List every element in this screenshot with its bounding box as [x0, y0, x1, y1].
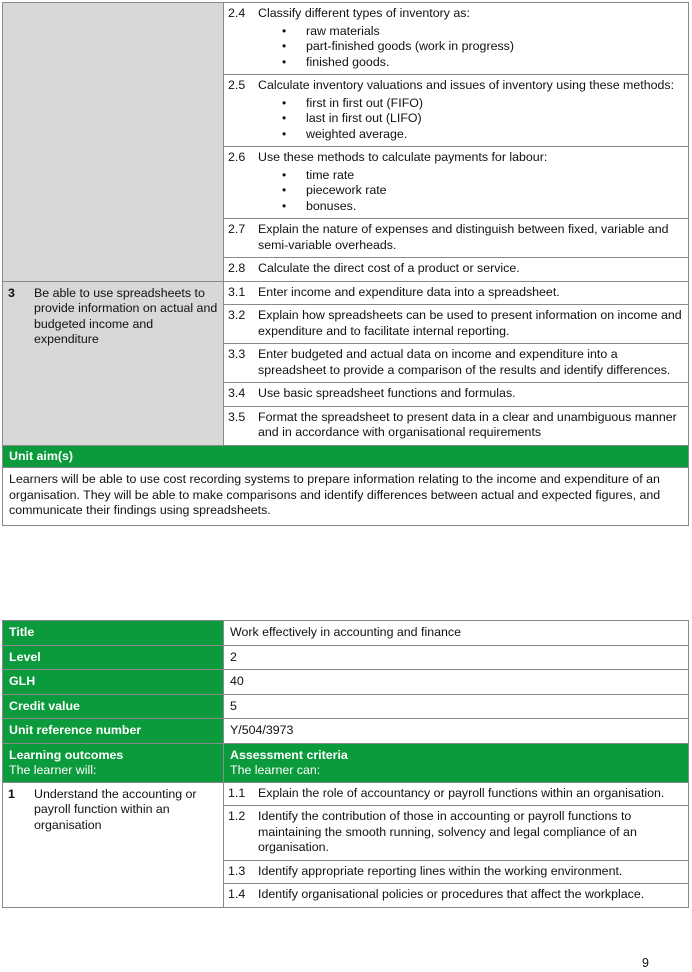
criterion-1-3: 1.3 Identify appropriate reporting lines within the working environment. [224, 860, 689, 884]
table-row [3, 782, 689, 806]
outcome-cell-empty [3, 3, 224, 282]
criterion-3-1: 3.1 Enter income and expenditure data into a spreadsheet. [224, 281, 689, 305]
criteria-table-continued [2, 2, 689, 526]
table-row [3, 3, 689, 75]
table-row [3, 694, 689, 719]
glh-label: GLH [3, 670, 224, 695]
learning-outcome-1: 1 Understand the accounting or payroll function within an organisation [3, 782, 224, 907]
list-item: • first in first out (FIFO) [258, 96, 684, 112]
criterion-1-1: 1.1 Explain the role of accountancy or payroll functions within an organisation. [224, 782, 689, 806]
table-row [3, 281, 689, 305]
page-number: 9 [642, 956, 649, 970]
learning-outcome-3: 3 Be able to use spreadsheets to provide information on actual and budgeted income and expenditure [3, 281, 224, 445]
list-item: • piecework rate [258, 183, 684, 199]
criterion-3-2: 3.2 Explain how spreadsheets can be used to present information on income and expenditure and to facilitate internal reporting. [224, 305, 689, 344]
criterion-3-3: 3.3 Enter budgeted and actual data on income and expenditure into a spreadsheet to provide a comparison of the results and identify differences. [224, 344, 689, 383]
unit-reference-label: Unit reference number [3, 719, 224, 744]
bullet-list [258, 24, 684, 71]
table-row [3, 743, 689, 782]
criterion-2-6: 2.6 Use these methods to calculate payments for labour: • time rate • piecework rate • bonuses. [224, 147, 689, 219]
assessment-criteria-header: Assessment criteria The learner can: [224, 743, 689, 782]
criterion-2-8: 2.8 Calculate the direct cost of a product or service. [224, 258, 689, 282]
criterion-3-5: 3.5 Format the spreadsheet to present data in a clear and unambiguous manner and in accordance with organisational requirements [224, 406, 689, 445]
list-item: • time rate [258, 168, 684, 184]
unit-details-table [2, 620, 689, 908]
table-row [3, 645, 689, 670]
unit-aims-header: Unit aim(s) [3, 445, 689, 468]
list-item: • finished goods. [258, 55, 684, 71]
unit-aims-text: Learners will be able to use cost recording systems to prepare information relating to the income and expenditure of an organisation. They will be able to make comparisons and identify differences between actual and expected figures, and communicate their findings using spreadsheets. [3, 468, 689, 526]
glh-value: 40 [224, 670, 689, 695]
table-row [3, 621, 689, 646]
table-row [3, 719, 689, 744]
criterion-1-2: 1.2 Identify the contribution of those in accounting or payroll functions to maintaining the smooth running, solvency and legal compliance of an organisation. [224, 806, 689, 861]
criterion-1-4: 1.4 Identify organisational policies or procedures that affect the workplace. [224, 884, 689, 908]
title-label: Title [3, 621, 224, 646]
criterion-3-4: 3.4 Use basic spreadsheet functions and formulas. [224, 383, 689, 407]
table-row [3, 445, 689, 468]
learning-outcomes-header: Learning outcomes The learner will: [3, 743, 224, 782]
list-item: • last in first out (LIFO) [258, 111, 684, 127]
list-item: • raw materials [258, 24, 684, 40]
list-item: • part-finished goods (work in progress) [258, 39, 684, 55]
table-row [3, 468, 689, 526]
criterion-2-5: 2.5 Calculate inventory valuations and issues of inventory using these methods: • first in first out (FIFO) • last in first out (LIFO) • weighted average. [224, 75, 689, 147]
level-label: Level [3, 645, 224, 670]
unit-reference-value: Y/504/3973 [224, 719, 689, 744]
criterion-2-7: 2.7 Explain the nature of expenses and distinguish between fixed, variable and semi-variable overheads. [224, 219, 689, 258]
credit-label: Credit value [3, 694, 224, 719]
list-item: • weighted average. [258, 127, 684, 143]
criterion-2-4: 2.4 Classify different types of inventory as: • raw materials • part-finished goods (work in progress) • finished goods. [224, 3, 689, 75]
level-value: 2 [224, 645, 689, 670]
credit-value: 5 [224, 694, 689, 719]
bullet-list [258, 96, 684, 143]
list-item: • bonuses. [258, 199, 684, 215]
bullet-list [258, 168, 684, 215]
table-row [3, 670, 689, 695]
title-value: Work effectively in accounting and finance [224, 621, 689, 646]
